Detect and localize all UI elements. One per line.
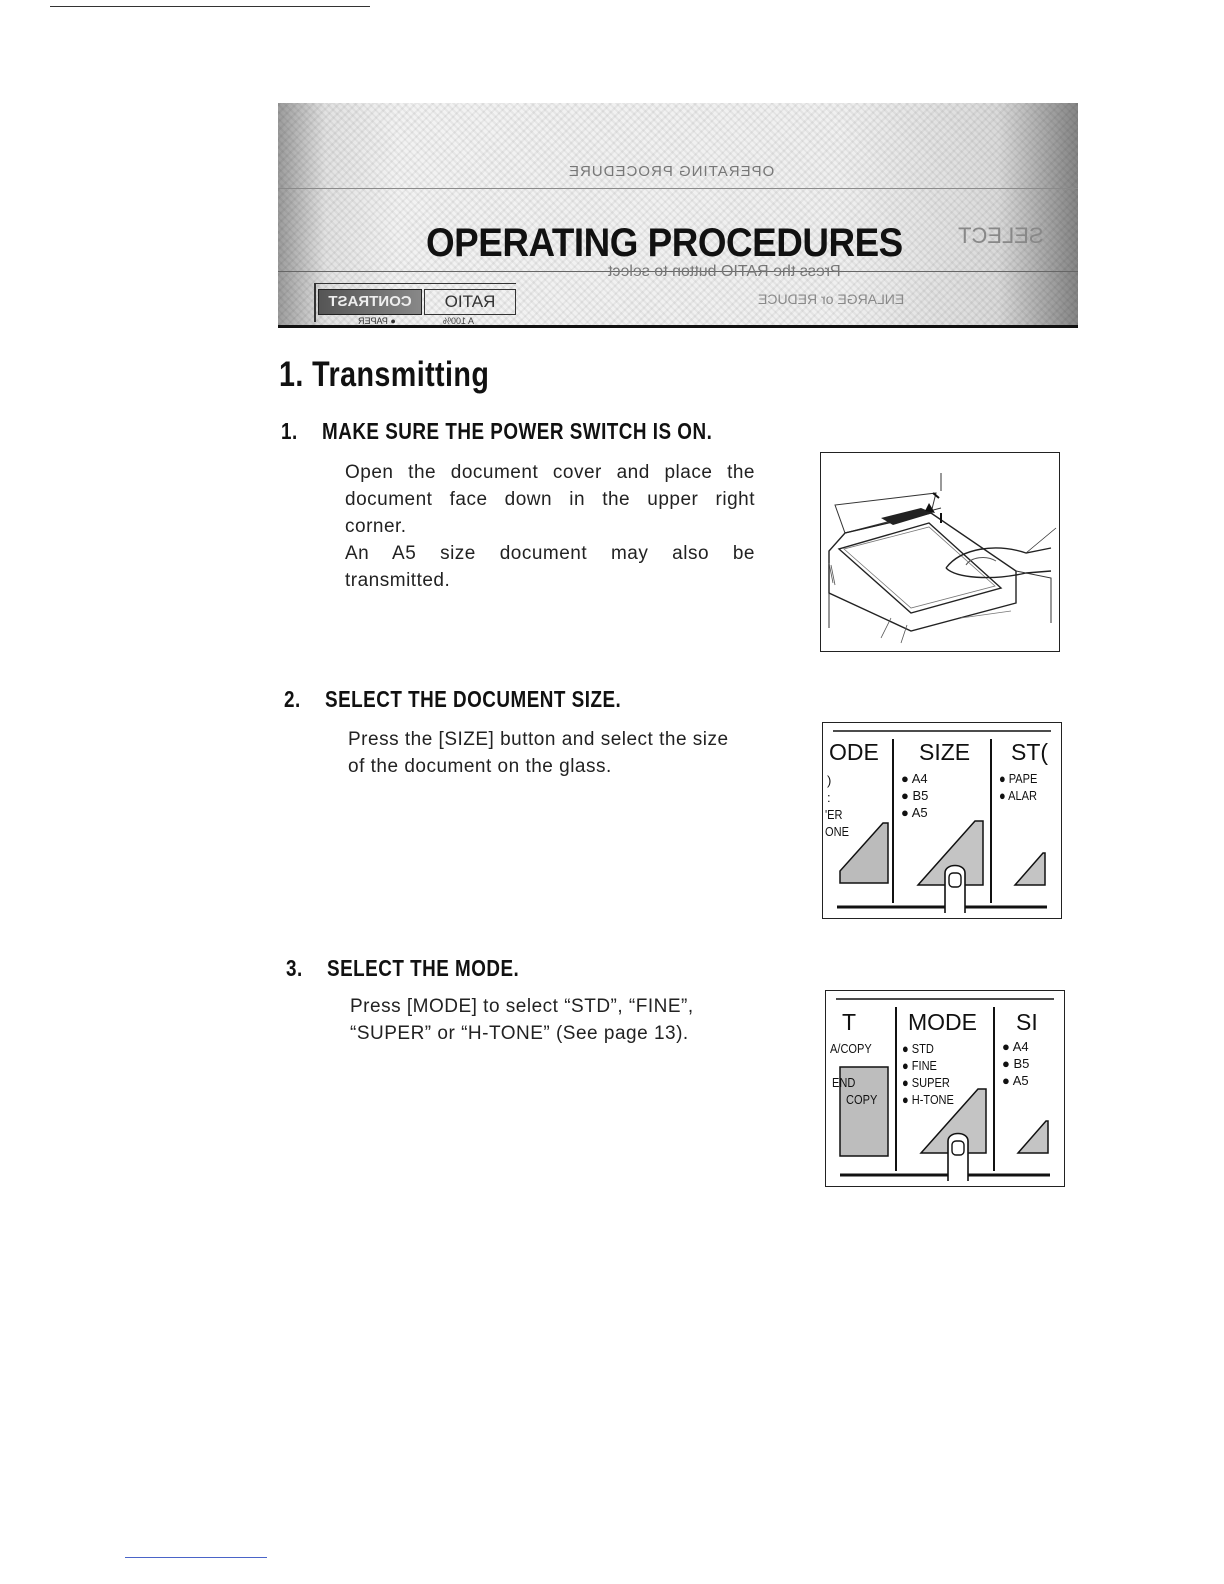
mode-panel-illustration xyxy=(825,990,1065,1187)
size-option-b5: ● B5 xyxy=(901,788,929,803)
step-1-title xyxy=(281,418,712,445)
scanner-illustration xyxy=(820,452,1060,652)
panel-title-left: ODE xyxy=(829,739,879,765)
section-heading: 1. Transmitting xyxy=(279,355,490,394)
panel-item: ● B5 xyxy=(1002,1056,1030,1071)
banner-title: OPERATING PROCEDURES xyxy=(426,221,903,265)
panel-title-mode: MODE xyxy=(908,1009,977,1035)
panel-title-size: SIZE xyxy=(919,739,971,765)
step-3-text xyxy=(350,993,760,1047)
text-line: of the document on the glass. xyxy=(348,756,612,777)
panel-item: ) xyxy=(827,773,832,788)
text-line: “SUPER” or “H-TONE” (See page 13). xyxy=(350,1023,689,1044)
panel-item: : xyxy=(827,790,831,805)
top-rule xyxy=(50,6,370,7)
banner-sub-label: A 100% xyxy=(443,316,475,326)
step-number: 2. xyxy=(284,686,301,712)
mode-option-fine: ● FINE xyxy=(902,1058,937,1073)
mode-option-h-tone: ● H-TONE xyxy=(902,1092,954,1107)
text-line: corner. xyxy=(345,516,407,537)
step-number: 3. xyxy=(286,955,303,981)
banner-sub-label: ● PAPER xyxy=(358,316,396,326)
panel-item: 'ER xyxy=(825,807,843,822)
text-line: Press [MODE] to select “STD”, “FINE”, xyxy=(350,996,694,1017)
panel-item: ONE xyxy=(825,824,849,839)
section-banner xyxy=(278,103,1078,328)
text-line: document face down in the upper right xyxy=(345,489,755,510)
step-title-text: SELECT THE DOCUMENT SIZE. xyxy=(325,686,622,712)
mode-option-super: ● SUPER xyxy=(902,1075,950,1090)
banner-ghost-text: OPERATING PROCEDURE xyxy=(568,163,775,180)
text-line: transmitted. xyxy=(345,570,451,591)
banner-ghost-text: SELECT xyxy=(958,223,1044,248)
banner-contrast-button xyxy=(318,289,422,315)
mode-option-std: ● STD xyxy=(902,1041,934,1056)
panel-item: ● ALAR xyxy=(999,788,1038,803)
panel-item: END xyxy=(832,1075,856,1090)
bottom-rule xyxy=(125,1557,267,1558)
banner-ghost-text: ENLARGE or REDUCE xyxy=(758,291,905,307)
banner-contrast-label: CONTRAST xyxy=(328,293,412,310)
text-line: Open the document cover and place the xyxy=(345,462,755,483)
panel-title-right: SI xyxy=(1016,1009,1038,1035)
panel-item: A/COPY xyxy=(830,1041,872,1056)
banner-ghost-text: Press the RATIO button to select xyxy=(608,263,841,280)
panel-item: ● A4 xyxy=(1002,1039,1029,1054)
step-2-text xyxy=(348,726,758,780)
panel-item: COPY xyxy=(846,1092,878,1107)
size-option-a5: ● A5 xyxy=(901,805,928,820)
banner-rule xyxy=(278,188,1078,189)
panel-item: ● PAPE xyxy=(999,771,1038,786)
size-panel-illustration xyxy=(822,722,1062,919)
step-title-text: SELECT THE MODE. xyxy=(327,955,520,981)
banner-ratio-button xyxy=(424,289,516,315)
panel-item: ● A5 xyxy=(1002,1073,1029,1088)
step-3-title xyxy=(286,955,519,982)
text-line: An A5 size document may also be xyxy=(345,543,755,564)
panel-title-left: T xyxy=(842,1009,857,1035)
scanner-drawing xyxy=(821,453,1059,651)
size-option-a4: ● A4 xyxy=(901,771,928,786)
step-title-text: MAKE SURE THE POWER SWITCH IS ON. xyxy=(322,418,713,444)
step-number: 1. xyxy=(281,418,298,444)
text-line: Press the [SIZE] button and select the size xyxy=(348,729,729,750)
panel-title-right: ST( xyxy=(1011,739,1049,765)
step-1-text xyxy=(345,459,755,594)
banner-ratio-label: RATIO xyxy=(444,292,496,311)
step-2-title xyxy=(284,686,621,713)
